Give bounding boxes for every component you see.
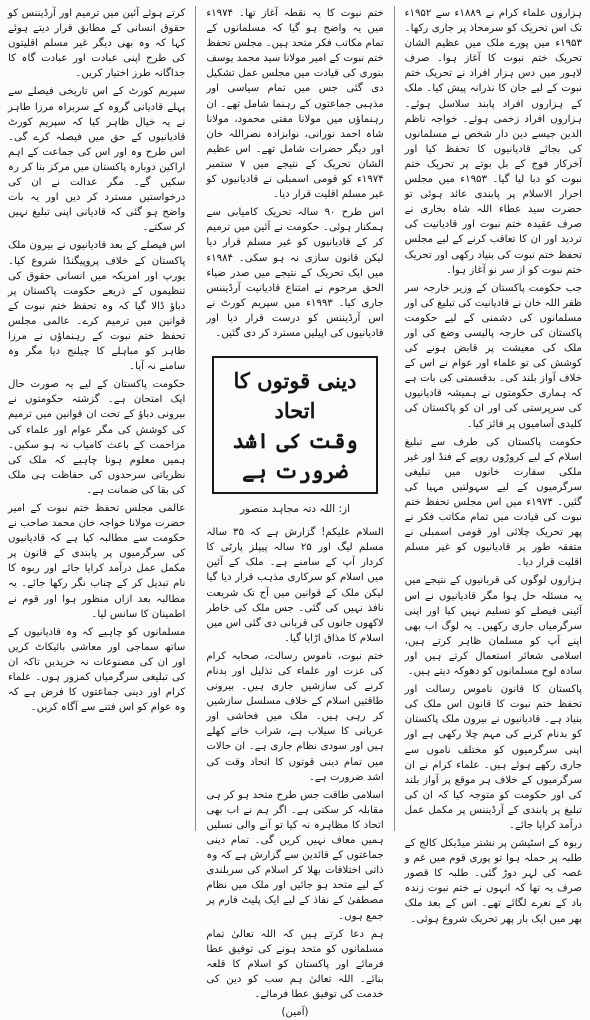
paragraph: ہم دعا کرتے ہیں کہ اللہ تعالیٰ تمام مسلمانوں کو متحد ہونے کی توفیق عطا فرمائے اور پاکستان کو اسلام کا قلعہ بنائے۔ اللہ تعالیٰ ہم سب کو دین کی خدمت کی توفیق عطا فرمائے۔ [206,928,384,1000]
column-middle [206,6,384,1019]
paragraph: اس فیصلے کے بعد قادیانیوں نے بیرون ملک پاکستان کے خلاف پروپیگنڈا شروع کیا۔ یورپ اور امریکہ میں انسانی حقوق کی تنظیموں کے ذریعے حکومت پاکستان پر دباؤ ڈالا گیا کہ وہ تحفظ ختم نبوت کے قوانین میں ترمیم کرے۔ عالمی مجلس تحفظ ختم نبوت کے رہنماؤں نے مرزا طاہر کو مباہلے کا چیلنج دیا مگر وہ سامنے نہ آیا۔ [8,240,186,373]
paragraph: حکومت پاکستان کی طرف سے تبلیغ اسلام کے لیے کروڑوں روپے کے فنڈ اور غیر ملکی سفارت خانوں میں تبلیغی سرگرمیوں کے لیے سہولتیں مہیا کی گئیں۔ ۱۹۷۴ء میں اس مجلس تحفظ ختم نبوت کی قیادت میں تمام مکاتب فکر نے پھر تحریک چلائی اور قومی اسمبلی نے متفقہ طور پر قادیانیوں کو غیر مسلم اقلیت قرار دیا۔ [404,436,582,569]
paragraph: ہزاروں علماء کرام نے ۱۸۸۹ء سے ۱۹۵۲ء تک اس تحریک کو سرمحاذ پر جاری رکھا۔ ۱۹۵۳ء میں پورے ملک میں عظیم الشان تحریک ختم نبوت کا آغاز ہوا۔ صرف لاہور میں دس ہزار افراد نے تحریک ختم نبوت کے لیے جان کا نذرانہ پیش کیا۔ ملک کے ہزاروں افراد پابند سلاسل ہوئے۔ ہزاروں افراد زخمی ہوئے۔ خواجہ ناظم الدین جیسے دین دار شخص نے مسلمانوں کی بجائے قادیانیوں کا تحفظ کیا اور آخرکار فوج کے بل بوتے پر تحریک ختم نبوت کو دبا لیا گیا۔ ۱۹۵۳ء میں مجلس احرار الاسلام پر پابندی عائد ہوئی تو حضرت سید عطاء اللہ شاہ بخاری نے صرف عقیدہ ختم نبوت اور قادیانیت کی تردید اور ان کا تعاقب کرنے کے لیے مجلس تحفظ ختم نبوت کی بنیاد رکھی اور تحریک ختم نبوت کو از سر نو آغاز ہوا۔ [404,8,582,276]
paragraph: پاکستان کا قانون ناموس رسالت اور تحفظ ختم نبوت کا قانون اس ملک کی بنیاد ہے۔ قادیانیوں نے بیرون ملک پاکستان کو بدنام کرنے کی مہم چلا رکھی ہے اور اپنی سرگرمیوں کو مختلف ناموں سے جاری رکھے ہوئے ہیں۔ علماء کرام نے ان سرگرمیوں کے خلاف ہر موقع پر آواز بلند کی اور حکومت کو متوجہ کیا کہ ان کی تبلیغ پر پابندی کے آرڈیننس پر مکمل عمل درآمد کرایا جائے۔ [404,684,582,831]
paragraph: السلام علیکم! گزارش ہے کہ ۳۵ سالہ مسلم لیگ اور ۲۵ سالہ پیپلز پارٹی کا کردار آپ کے سامنے ہے۔ ملک کے آئین میں اسلام کو سرکاری مذہب قرار دیا گیا لیکن ملک کے قوانین میں آج تک شریعت نافذ نہیں کی گئی۔ جس ملک کی خاطر لاکھوں جانوں کی قربانی دی گئی اس میں اسلام کا مذاق اڑایا گیا۔ [206,527,384,644]
paragraph: سپریم کورٹ کے اس تاریخی فیصلے سے پہلے قادیانی گروہ کے سربراہ مرزا طاہر نے یہ خیال ظاہر کیا کہ سپریم کورٹ قادیانیوں کے حق میں فیصلہ کرے گی۔ اس طرح وہ اور اس کی جماعت کے اہم اراکین دوبارہ پاکستان میں مرکز بنا کر رہ سکیں گے۔ مگر عدالت نے ان کی درخواستیں مسترد کر دیں اور یہ بات واضح ہو گئی کہ قادیانی اپنی تبلیغ نہیں کر سکتے۔ [8,86,186,234]
paragraph: مسلمانوں کو چاہیے کہ وہ قادیانیوں کے ساتھ سماجی اور معاشی بائیکاٹ کریں اور ان کی مصنوعات نہ خریدیں تاکہ ان کی تبلیغی سرگرمیاں کمزور ہوں۔ علماء کرام اور دینی جماعتوں کا فرض ہے کہ وہ عوام کو اس فتنے سے آگاہ کریں۔ [8,626,186,714]
paragraph: ختم نبوت، ناموس رسالت، صحابہ کرام کی عزت اور علماء کی تذلیل اور بدنام کرنے کی سازشیں جاری ہیں۔ بیرونی طاقتیں اسلام کے خلاف مسلسل سازشیں کر رہی ہیں۔ ملک میں فحاشی اور عریانی کا سیلاب ہے، شراب خانے کھلے ہیں اور سودی نظام جاری ہے۔ ان حالات میں تمام دینی قوتوں کا اتحاد وقت کی اشد ضرورت ہے۔ [206,650,384,783]
paragraph: ختم نبوت کا یہ نقطہ آغاز تھا۔ ۱۹۷۴ء میں یہ واضح ہو گیا کہ مسلمانوں کے تمام مکاتب فکر متحد ہیں۔ مجلس تحفظ ختم نبوت کے امیر مولانا سید محمد یوسف بنوری کی قیادت میں مجلس عمل تشکیل دی گئی جس میں تمام سیاسی اور مذہبی جماعتوں کے رہنما شامل تھے۔ ان رہنماؤں میں مولانا مفتی محمود، مولانا شاہ احمد نورانی، نوابزادہ نصراللہ خان اور دیگر حضرات شامل تھے۔ اس عظیم الشان تحریک کے نتیجے میں ۷ ستمبر ۱۹۷۴ء کو قومی اسمبلی نے قادیانیوں کو غیر مسلم اقلیت قرار دیا۔ [206,8,384,201]
article-signoff: (آمین) [281,1007,309,1019]
paragraph: اسلامی طاقت جس طرح متحد ہو کر ہی مقابلہ کر سکتی ہے۔ اگر ہم نے اب بھی اتحاد کا مظاہرہ نہ کیا تو آنے والی نسلیں ہمیں معاف نہیں کریں گی۔ تمام دینی جماعتوں کے قائدین سے گزارش ہے کہ وہ ذاتی اختلافات بھلا کر اسلام کی سربلندی کے لیے متحد ہو جائیں اور ملک میں نظام مصطفیٰ کے نفاذ کے لیے ایک پلیٹ فارم پر جمع ہوں۔ [206,789,384,922]
article-title-line-2: وقت کی اشد ضرورت ہے [232,428,358,484]
paragraph: کرتے ہوئے آئین میں ترمیم اور آرڈیننس کو حقوق انسانی کے مطابق قرار دیتے ہوئے کہا کہ وہ بھی دیگر غیر مسلم اقلیتوں کی طرح اپنی عبادت اور عبادت گاہ کا جداگانہ طرز اختیار کریں۔ [8,8,186,80]
article-byline: از: اللہ دتہ مجاہد منصور [239,503,351,516]
article-body [206,525,383,1020]
column-divider [394,6,395,831]
paragraph: ہزاروں لوگوں کی قربانیوں کے نتیجے میں یہ مسئلہ حل ہوا مگر قادیانیوں نے اس آئینی فیصلے کو تسلیم نہیں کیا اور اپنی سرگرمیاں جاری رکھیں۔ یہ لوگ اب بھی اپنے آپ کو مسلمان ظاہر کرتے ہیں، اسلامی شعائر استعمال کرتے ہیں اور سادہ لوح مسلمانوں کو دھوکہ دیتے ہیں۔ [404,575,582,678]
column-divider [195,6,196,831]
paragraph: اس طرح ۹۰ سالہ تحریک کامیابی سے ہمکنار ہوئی۔ حکومت نے آئین میں ترمیم کر کے قادیانیوں کو غیر مسلم قرار دیا لیکن قانون سازی نہ ہو سکی۔ ۱۹۸۴ء میں ایک تحریک کے نتیجے میں صدر ضیاء الحق مرحوم نے امتناع قادیانیت آرڈیننس جاری کیا۔ ۱۹۹۳ء میں سپریم کورٹ نے اس آرڈیننس کو درست قرار دیا اور قادیانیوں کی اپیلیں مسترد کر دی گئیں۔ [206,207,384,339]
paragraph: ربوہ کے اسٹیشن پر نشتر میڈیکل کالج کے طلبہ پر حملہ ہوا تو پوری قوم میں غم و غصہ کی لہر دوڑ گئی۔ طلبہ کا قصور صرف یہ تھا کہ انہوں نے ختم نبوت زندہ باد کے نعرے لگائے تھے۔ اس کے بعد ملک بھر میں ایک بار پھر تحریک شروع ہوئی۔ [404,838,582,925]
article-title-box [212,356,377,494]
article-title-line-1: دینی قوتوں کا اتحاد [233,368,357,424]
column-left [8,6,185,831]
column-middle-upper-text [206,6,383,344]
paragraph: حکومت پاکستان کے لیے یہ صورت حال ایک امتحان ہے۔ گزشتہ حکومتوں نے بیرونی دباؤ کے تحت ان قوانین میں ترمیم کی کوشش کی مگر عوام اور علماء کی مزاحمت کے باعث کامیاب نہ ہو سکیں۔ ہمیں معلوم ہونا چاہیے کہ ملک کی نظریاتی سرحدوں کی حفاظت ہی ملک کی بقا کی ضمانت ہے۔ [8,379,186,496]
column-right [404,6,582,925]
paragraph: جب حکومت پاکستان کے وزیر خارجہ سر ظفر اللہ خان نے قادیانیت کی تبلیغ کی اور مسلمانوں کی دشمنی کے لیے حکومت پاکستان کی خارجہ پالیسی وضع کی اور ملک کی معیشت پر قابض ہونے کی کوشش کی تو علماء اور عوام نے اس کے خلاف آواز بلند کی۔ بدقسمتی کی بات ہے کہ ہماری حکومتوں نے ہمیشہ قادیانیوں کی سرپرستی کی اور ان کو پاکستان کی کلیدی آسامیوں پر فائز کیا۔ [404,282,582,430]
paragraph: عالمی مجلس تحفظ ختم نبوت کے امیر حضرت مولانا خواجہ خان محمد صاحب نے حکومت سے مطالبہ کیا ہے کہ قادیانیوں کی سرگرمیوں پر پابندی کے قانون پر مکمل عمل درآمد کرایا جائے اور ربوہ کا نام تبدیل کر کے چناب نگر رکھا جائے۔ یہ مطالبہ بعد ازاں منظور ہوا اور قوم نے اطمینان کا سانس لیا۔ [8,503,186,620]
